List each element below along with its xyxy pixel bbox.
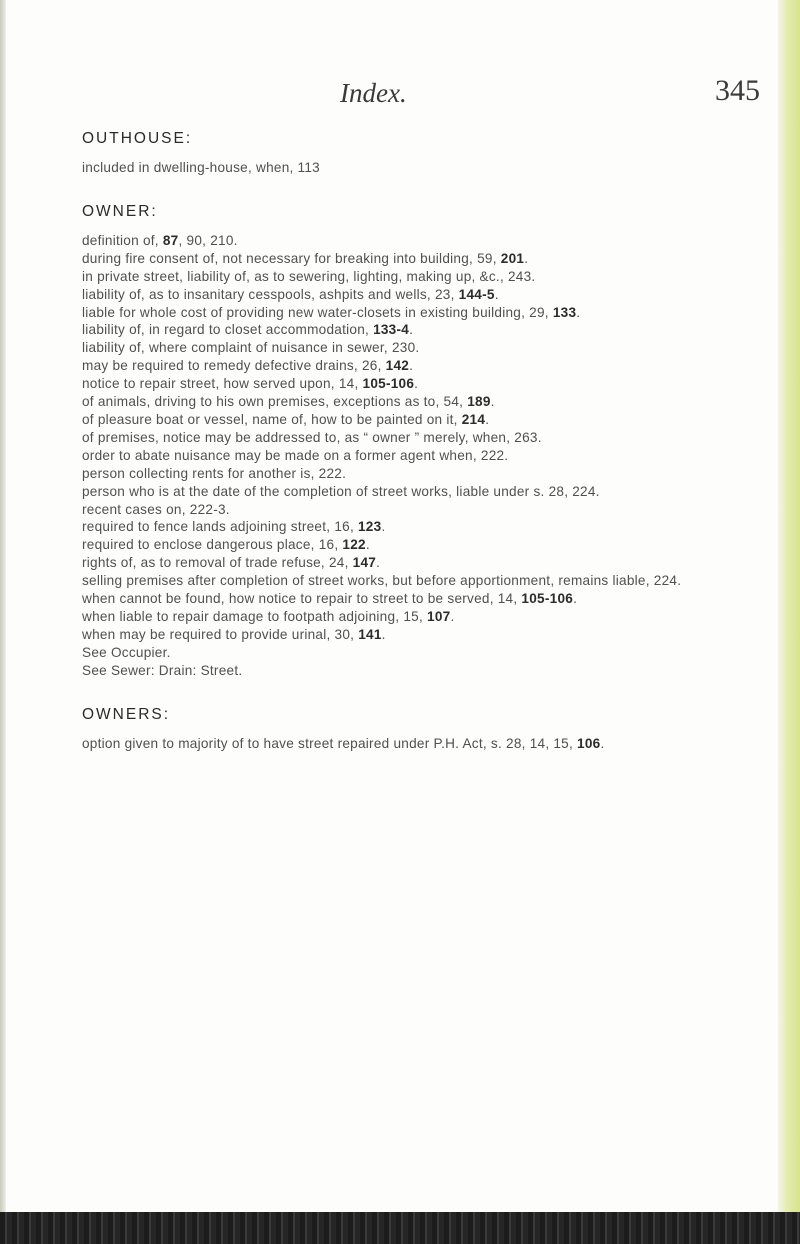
index-entry: [82, 572, 750, 590]
entry-text: selling premises after completion of street works, but before apportionment, remains liable, 224.: [82, 573, 682, 589]
index-entry: [82, 447, 750, 465]
index-entry: [82, 590, 750, 608]
page-edge-right: [778, 0, 800, 1244]
index-entry: [82, 662, 750, 680]
page-reference-bold: 147: [352, 555, 377, 571]
entry-text: may be required to remedy defective drains, 26,: [82, 358, 386, 374]
index-entry: [82, 518, 750, 536]
page-reference-bold: 189: [467, 394, 491, 410]
page-reference-bold: 201: [500, 250, 525, 266]
entry-list: [82, 159, 750, 177]
section-heading: OWNERS:: [82, 705, 171, 723]
entry-text: .: [485, 411, 490, 427]
entry-text: included in dwelling-house, when, 113: [82, 160, 320, 175]
entry-text: .: [365, 537, 370, 553]
entry-text: when may be required to provide urinal, 30,: [82, 626, 359, 642]
entry-text: .: [600, 735, 605, 751]
entry-text: .: [490, 394, 495, 410]
section-heading: OWNER:: [82, 202, 158, 220]
entry-text: .: [576, 304, 581, 320]
index-entry: [82, 232, 750, 250]
index-entry: [82, 159, 750, 177]
page-reference-bold: 122: [342, 537, 366, 553]
page-reference-bold: 123: [358, 519, 382, 535]
index-entry: [82, 429, 750, 447]
index-entry: [82, 375, 750, 393]
index-entry: [82, 536, 750, 554]
entry-text: option given to majority of to have street repaired under P.H. Act, s. 28, 14, 15,: [82, 735, 578, 751]
index-section-owners: [82, 706, 750, 753]
entry-text: See Sewer: Drain: Street.: [82, 662, 243, 678]
index-entry: [82, 483, 750, 501]
index-section-outhouse: [82, 130, 750, 177]
entry-text: in private street, liability of, as to sewering, lighting, making up, &c., 243.: [82, 268, 536, 284]
entry-text: .: [409, 358, 414, 374]
entry-text: person who is at the date of the completion of street works, liable under s. 28, 224.: [82, 483, 600, 499]
index-section-owner: [82, 203, 750, 680]
entry-text: order to abate nuisance may be made on a former agent when, 222.: [82, 447, 509, 463]
page-reference-bold: 141: [358, 626, 382, 642]
index-entry: [82, 286, 750, 304]
entry-text: required to fence lands adjoining street, 16,: [82, 519, 358, 535]
entry-text: recent cases on, 222-3.: [82, 501, 230, 517]
index-entry: [82, 304, 750, 322]
page-reference-bold: 107: [427, 608, 451, 624]
entry-text: when cannot be found, how notice to repair to street to be served, 14,: [82, 591, 522, 607]
entry-text: See Occupier.: [82, 644, 171, 660]
entry-text: rights of, as to removal of trade refuse, 24,: [82, 555, 353, 571]
page-reference-bold: 105-106: [521, 591, 574, 607]
scan-bottom-edge: [0, 1212, 800, 1244]
entry-text: liability of, where complaint of nuisance in sewer, 230.: [82, 340, 420, 356]
index-entry: [82, 393, 750, 411]
running-title: Index.: [340, 78, 407, 108]
entry-text: definition of,: [82, 232, 163, 248]
entry-text: notice to repair street, how served upon, 14,: [82, 376, 363, 392]
entry-text: .: [409, 322, 414, 338]
index-entry: [82, 554, 750, 572]
index-entry: [82, 626, 750, 644]
page-reference-bold: 87: [162, 232, 179, 248]
entry-text: liability of, in regard to closet accommodation,: [82, 322, 374, 338]
page-reference-bold: 105-106: [362, 376, 415, 392]
entry-text: .: [573, 591, 578, 607]
entry-text: during fire consent of, not necessary for breaking into building, 59,: [82, 250, 501, 266]
index-entry: [82, 644, 750, 662]
page-edge-left: [0, 0, 6, 1244]
entry-text: .: [381, 519, 386, 535]
index-entry: [82, 501, 750, 519]
index-entry: [82, 339, 750, 357]
entry-text: of premises, notice may be addressed to, as “ owner ” merely, when, 263.: [82, 429, 542, 445]
entry-text: .: [414, 376, 419, 392]
page-number: 345: [715, 74, 760, 107]
page-reference-bold: 133: [552, 304, 577, 320]
entry-text: .: [524, 250, 529, 266]
entry-text: person collecting rents for another is, 222.: [82, 465, 347, 481]
entry-text: .: [376, 555, 381, 571]
index-entry: [82, 357, 750, 375]
entry-text: of animals, driving to his own premises, exceptions as to, 54,: [82, 394, 468, 410]
entry-text: , 90, 210.: [178, 232, 238, 248]
entry-text: when liable to repair damage to footpath adjoining, 15,: [82, 608, 428, 624]
page-reference-bold: 106: [577, 735, 601, 751]
index-content: [82, 130, 750, 778]
page-reference-bold: 142: [385, 358, 410, 374]
entry-text: of pleasure boat or vessel, name of, how to be painted on it,: [82, 411, 462, 427]
entry-text: .: [381, 626, 386, 642]
entry-text: .: [494, 286, 499, 302]
page-reference-bold: 133-4: [373, 322, 410, 338]
entry-list: [82, 232, 750, 680]
entry-text: liability of, as to insanitary cesspools, ashpits and wells, 23,: [82, 286, 459, 302]
entry-list: [82, 735, 750, 753]
entry-text: liable for whole cost of providing new water-closets in existing building, 29,: [82, 304, 553, 320]
page-reference-bold: 144-5: [458, 286, 495, 302]
index-entry: [82, 321, 750, 339]
page-header: [340, 72, 760, 112]
index-entry: [82, 735, 750, 753]
page-reference-bold: 214: [461, 411, 486, 427]
entry-text: .: [450, 608, 455, 624]
index-entry: [82, 465, 750, 483]
index-entry: [82, 608, 750, 626]
section-heading: OUTHOUSE:: [82, 130, 193, 147]
entry-text: required to enclose dangerous place, 16,: [82, 537, 343, 553]
index-entry: [82, 250, 750, 268]
index-entry: [82, 411, 750, 429]
index-entry: [82, 268, 750, 286]
